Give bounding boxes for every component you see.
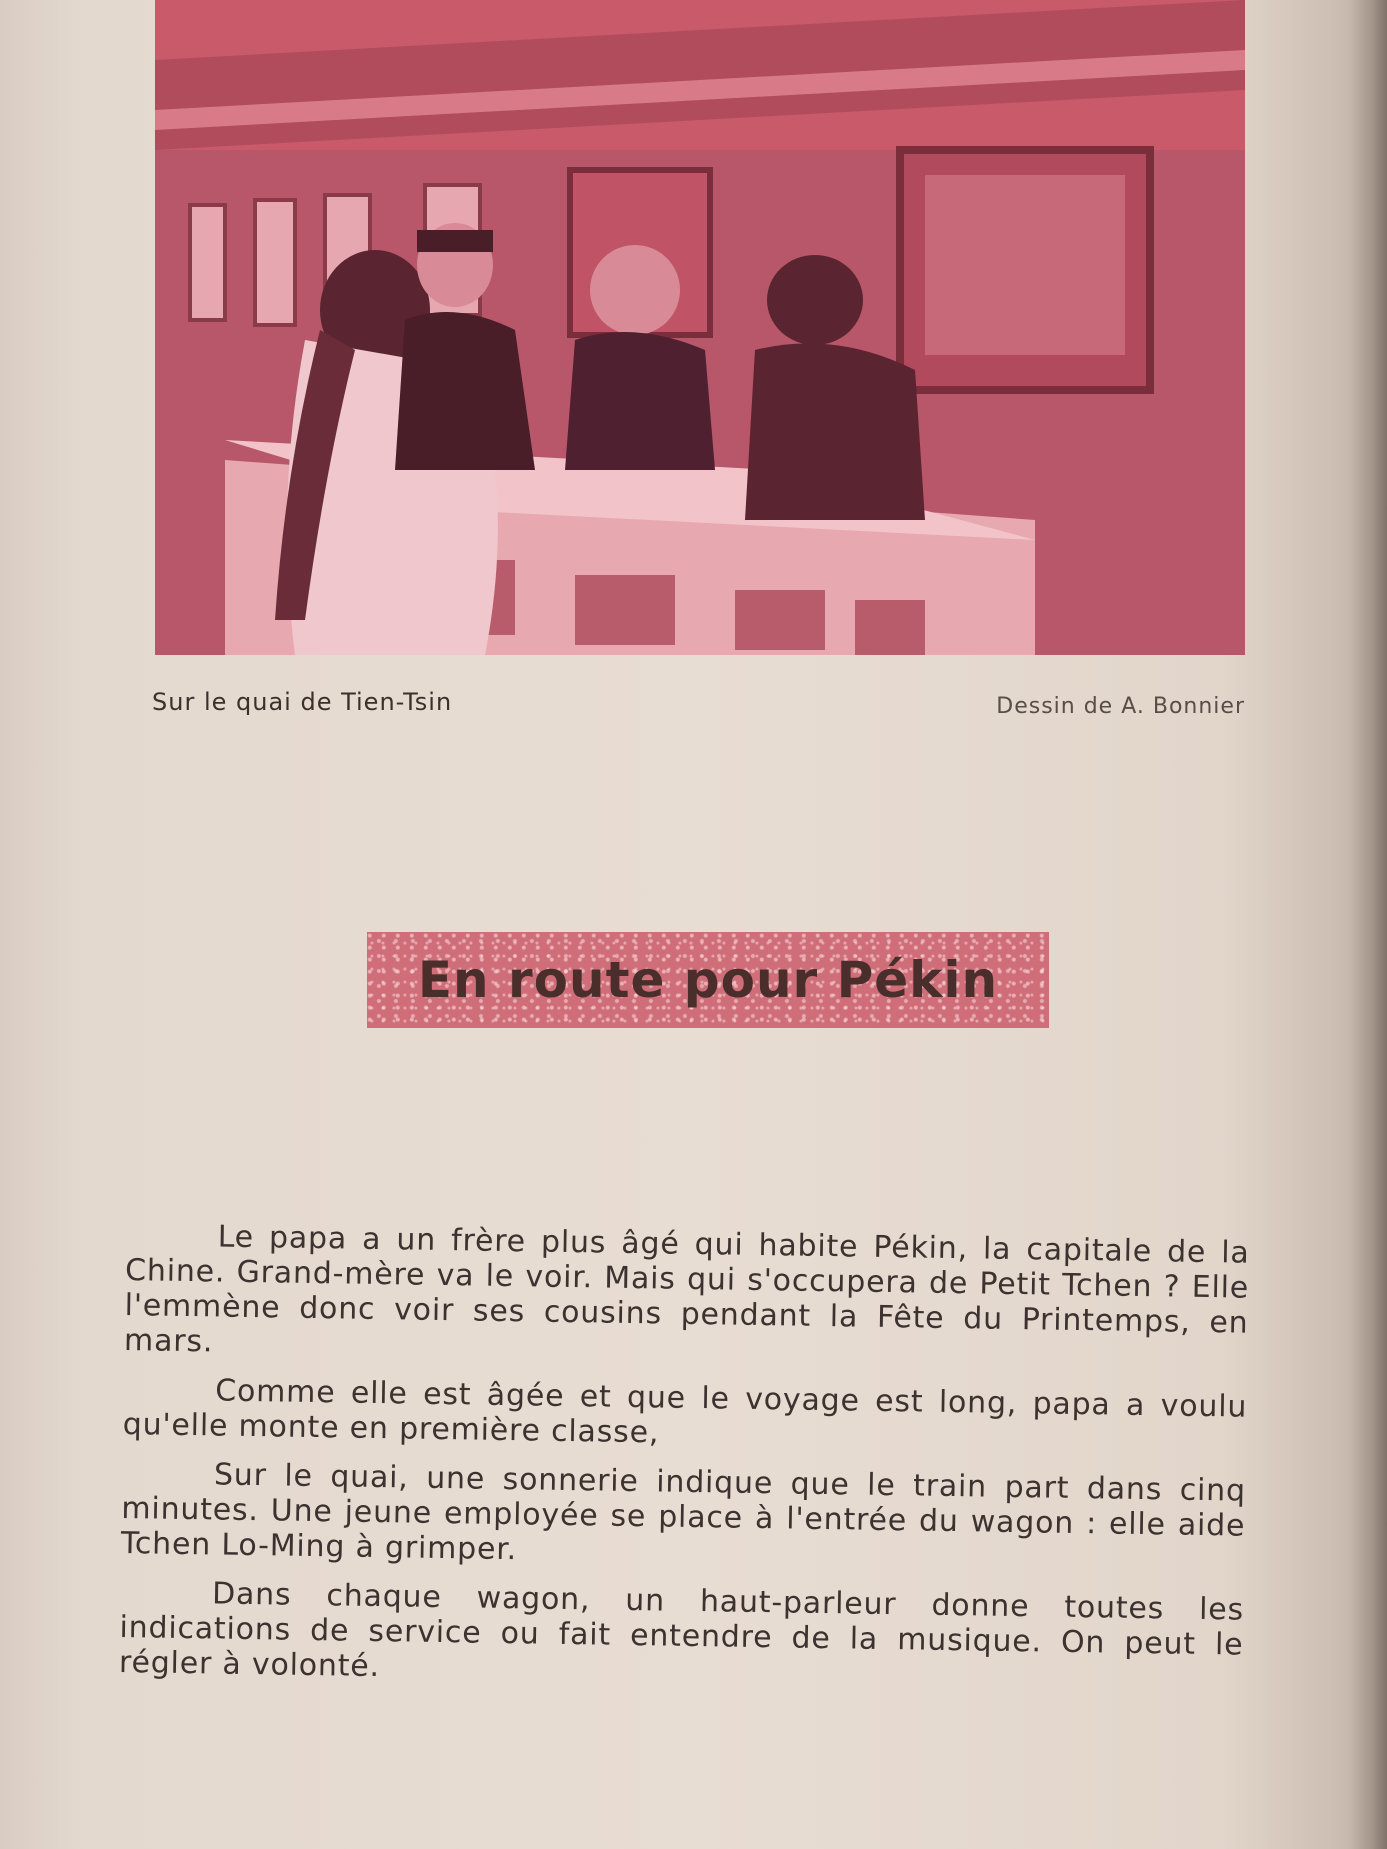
- boy-head: [767, 255, 863, 345]
- paragraph: Dans chaque wagon, un haut-parleur donne toutes les indications de service ou fait entendre de la musique. On peut le régler à volonté.: [118, 1576, 1245, 1685]
- article-title: En route pour Pékin: [417, 951, 999, 1009]
- illustration-caption: Sur le quai de Tien-Tsin: [152, 688, 453, 716]
- paragraph: Sur le quai, une sonnerie indique que le train part dans cinq minutes. Une jeune employée se place à l'entrée du wagon : elle aide Tchen Lo-Ming à grimper.: [120, 1457, 1247, 1568]
- illustration-drawing: [155, 0, 1245, 655]
- cart-panel: [575, 575, 675, 645]
- porter-jacket: [395, 312, 535, 470]
- page-edge-shadow: [1349, 0, 1387, 1849]
- man-head: [590, 245, 680, 335]
- article-body: [119, 1218, 1250, 1712]
- title-band: [367, 932, 1049, 1028]
- train-window: [190, 205, 225, 320]
- illustration-credit: Dessin de A. Bonnier: [996, 694, 1245, 719]
- paragraph: Le papa a un frère plus âgé qui habite Pékin, la capitale de la Chine. Grand-mère va le voir. Mais qui s'occupera de Petit Tchen ? Elle l'emmène donc voir ses cousins pendant la Fête du Printemps, en mars.: [123, 1219, 1250, 1360]
- cart-panel: [735, 590, 825, 650]
- cart-panel: [855, 600, 925, 655]
- window-reflection: [925, 175, 1125, 355]
- paragraph: Comme elle est âgée et que le voyage est long, papa a voulu qu'elle monte en première classe,: [122, 1373, 1248, 1451]
- train-platform-illustration: [155, 0, 1245, 655]
- train-window: [255, 200, 295, 325]
- boy-jacket: [745, 343, 925, 520]
- porter-cap: [417, 230, 493, 252]
- man-jacket: [565, 332, 715, 470]
